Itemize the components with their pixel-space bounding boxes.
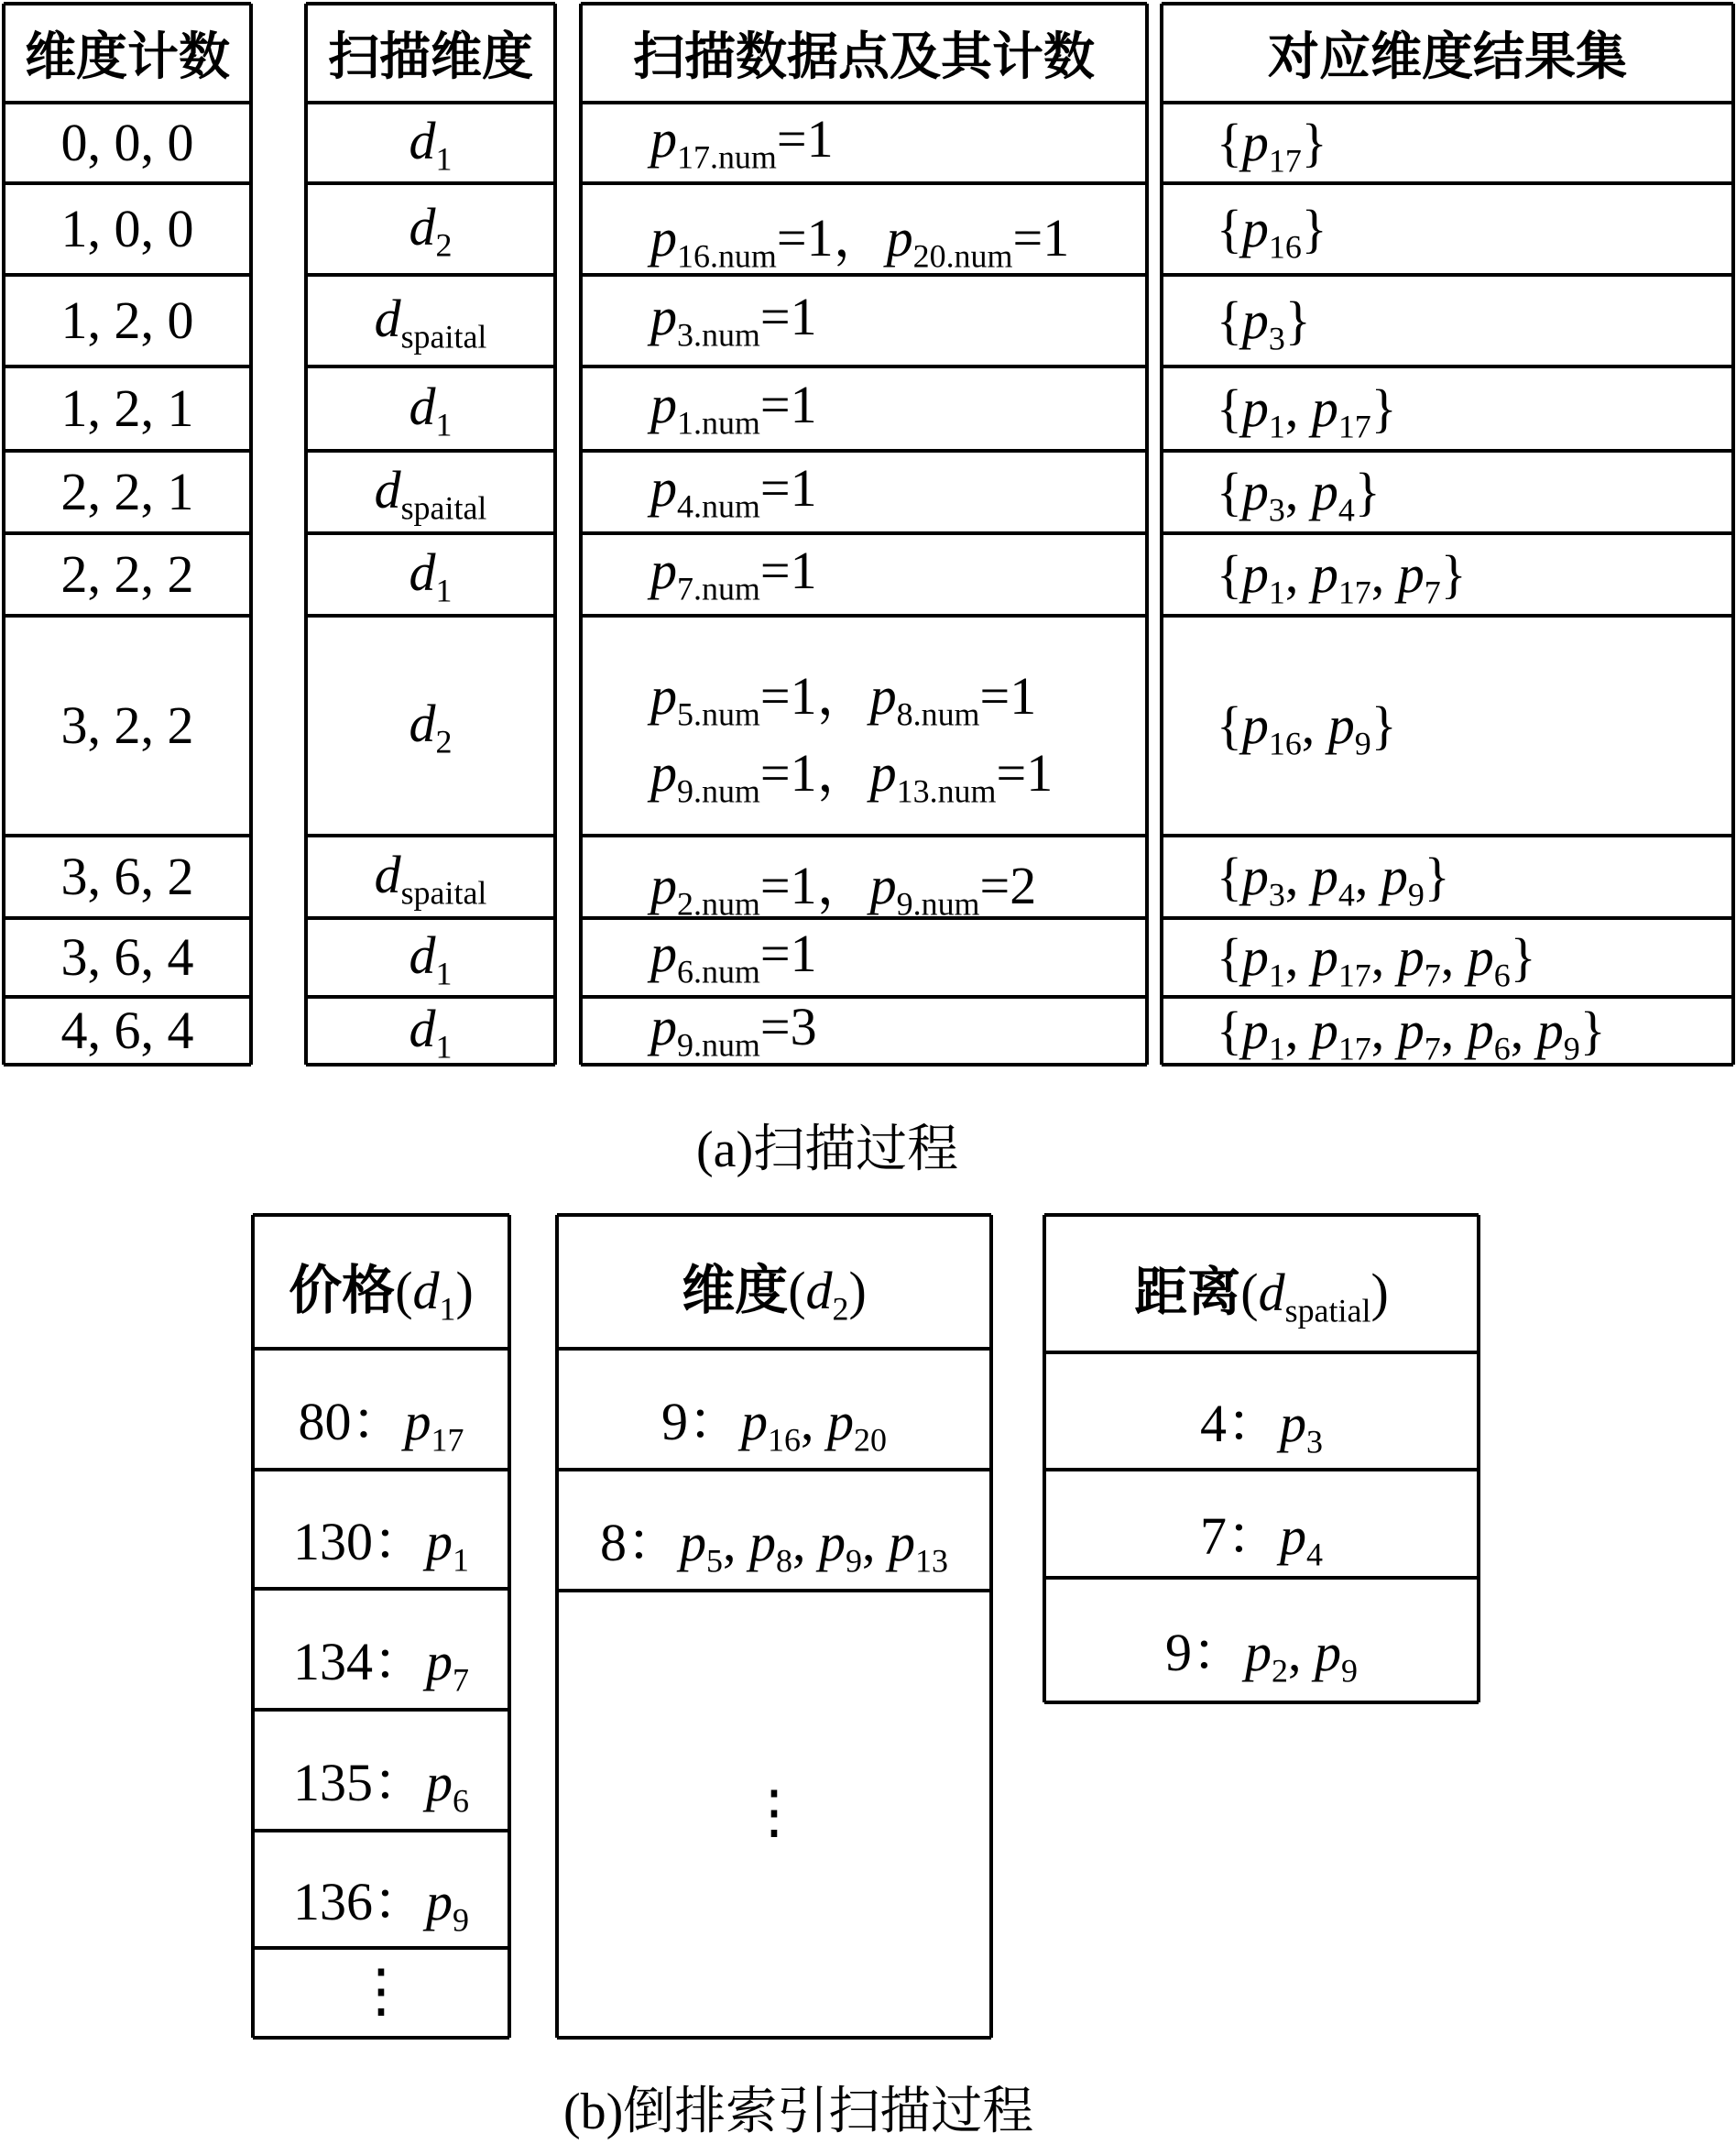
result-set <box>1217 1000 1606 1067</box>
index-entry <box>1200 1380 1323 1460</box>
result-sub: 1 <box>1268 1030 1285 1067</box>
point-sub: 17.num <box>677 138 777 176</box>
result-var: p <box>1241 290 1269 350</box>
paren: ( <box>788 1261 806 1320</box>
ellipsis-vertical: ⋮ <box>352 1958 410 2023</box>
index-item-var: p <box>426 1632 453 1691</box>
dimension-var: d <box>409 542 436 602</box>
brace-close: } <box>1424 847 1450 906</box>
caption-a-text: 扫描过程 <box>753 1120 959 1179</box>
scan-dimension <box>374 288 487 356</box>
index-entry <box>293 1618 469 1699</box>
point-sub: 9.num <box>677 1026 760 1064</box>
index-item-var: p <box>426 1512 453 1571</box>
index-title-cn: 维度 <box>682 1259 789 1321</box>
point-count: =1 <box>759 541 817 600</box>
colon: ： <box>688 1390 742 1452</box>
scan-dimension <box>409 376 453 443</box>
caption-b <box>563 2071 1033 2144</box>
result-var: p <box>1241 113 1269 172</box>
paren: ) <box>1370 1263 1389 1322</box>
separator: , <box>1301 695 1328 755</box>
header-cell: 扫描维度 <box>328 27 533 87</box>
index-item-sub: 13 <box>915 1542 948 1580</box>
separator: , <box>792 1513 820 1572</box>
result-set <box>1217 112 1327 180</box>
dimension-sub: spaital <box>400 318 487 356</box>
brace-open: { <box>1217 113 1242 172</box>
index-key: 9 <box>661 1392 689 1451</box>
index-entry <box>293 1739 469 1820</box>
result-var: p <box>1397 927 1425 987</box>
scan-dimension <box>409 196 453 264</box>
brace-close: } <box>1284 290 1311 350</box>
index-item-var: p <box>1245 1623 1272 1682</box>
point-sub: 9.num <box>896 885 980 923</box>
scan-points <box>650 286 817 354</box>
colon: ： <box>373 1870 427 1932</box>
result-sub: 3 <box>1268 320 1285 357</box>
index-entry <box>298 1378 464 1459</box>
result-var: p <box>1311 927 1338 987</box>
point-count: =1 <box>759 666 817 726</box>
result-set <box>1217 926 1536 994</box>
result-sub: 1 <box>1268 957 1285 994</box>
point-count: =1 <box>759 924 817 983</box>
index-item-var: p <box>741 1392 769 1451</box>
dimension-sub: spaital <box>400 874 487 912</box>
separator: , <box>1370 1001 1398 1060</box>
point-sub: 20.num <box>912 237 1013 275</box>
paren: ) <box>848 1261 867 1320</box>
point-sub: 13.num <box>896 772 997 810</box>
index-entry <box>293 1498 469 1579</box>
separator: ， <box>833 206 887 268</box>
index-title-cn: 价格 <box>289 1259 396 1321</box>
dimension-count: 3, 2, 2 <box>60 695 194 755</box>
caption-a-prefix: (a) <box>696 1121 754 1178</box>
colon: ： <box>1227 1392 1281 1454</box>
result-sub: 1 <box>1268 574 1285 611</box>
paren: ( <box>1240 1263 1259 1322</box>
result-var: p <box>1241 695 1269 755</box>
colon: ： <box>373 1751 427 1813</box>
separator: , <box>1284 462 1312 521</box>
dimension-sub: 1 <box>435 406 453 443</box>
result-sub: 16 <box>1268 725 1302 762</box>
result-var: p <box>1241 847 1269 906</box>
index-item-var: p <box>827 1392 855 1451</box>
separator: ， <box>816 664 870 727</box>
separator: , <box>1288 1623 1316 1682</box>
point-var: p <box>650 856 677 915</box>
index-entry <box>661 1378 887 1459</box>
colon: ： <box>351 1390 405 1452</box>
scan-points <box>650 996 817 1064</box>
result-sub: 7 <box>1424 957 1441 994</box>
dimension-var: d <box>374 845 401 904</box>
scan-points <box>650 374 817 442</box>
result-sub: 3 <box>1268 491 1285 529</box>
point-var: p <box>650 997 677 1056</box>
result-set <box>1217 198 1327 266</box>
index-item-var: p <box>889 1513 916 1572</box>
point-count: =3 <box>759 997 817 1056</box>
index-item-var: p <box>426 1872 453 1931</box>
result-var: p <box>1467 927 1494 987</box>
result-sub: 9 <box>1407 876 1425 913</box>
scan-dimension <box>409 110 453 178</box>
point-count: =1 <box>759 458 817 518</box>
result-sub: 9 <box>1354 725 1371 762</box>
index-title-sub: 2 <box>832 1290 849 1328</box>
index-item-sub: 17 <box>431 1421 464 1459</box>
separator: , <box>1284 847 1312 906</box>
brace-close: } <box>1354 462 1381 521</box>
result-sub: 6 <box>1493 957 1511 994</box>
brace-open: { <box>1217 1001 1242 1060</box>
index-title-var: d <box>412 1261 440 1320</box>
dimension-var: d <box>374 460 401 520</box>
result-sub: 6 <box>1493 1030 1511 1067</box>
scan-points <box>650 652 1037 733</box>
result-var: p <box>1241 462 1269 521</box>
separator: , <box>1354 847 1381 906</box>
caption-b-text: 倒排索引扫描过程 <box>623 2082 1034 2141</box>
point-sub: 9.num <box>677 772 760 810</box>
dimension-count: 3, 6, 4 <box>60 927 194 987</box>
ellipsis-vertical: ⋮ <box>745 1779 803 1844</box>
brace-open: { <box>1217 199 1242 258</box>
result-var: p <box>1311 544 1338 604</box>
point-var: p <box>650 109 677 169</box>
point-var: p <box>650 458 677 518</box>
result-sub: 17 <box>1337 574 1371 611</box>
scan-dimension <box>374 844 487 912</box>
dimension-count: 3, 6, 2 <box>60 847 194 906</box>
dimension-sub: spaital <box>400 489 487 527</box>
result-var: p <box>1397 544 1425 604</box>
result-var: p <box>1241 1001 1269 1060</box>
point-sub: 16.num <box>677 237 777 275</box>
point-var: p <box>650 375 677 434</box>
result-var: p <box>1311 378 1338 438</box>
index-key: 135 <box>293 1753 373 1812</box>
index-title-sub: 1 <box>439 1290 456 1328</box>
point-count: =1 <box>759 743 817 803</box>
point-count: =1 <box>776 109 834 169</box>
scan-points <box>650 540 817 607</box>
index-title-cn: 距离 <box>1134 1261 1241 1323</box>
scan-dimension <box>374 459 487 527</box>
separator: , <box>1510 1001 1537 1060</box>
index-item-var: p <box>1315 1623 1342 1682</box>
separator: ， <box>816 741 870 804</box>
colon: ： <box>1227 1504 1281 1567</box>
separator: , <box>1370 544 1398 604</box>
scan-points <box>650 194 1070 275</box>
brace-close: } <box>1301 199 1327 258</box>
index-entry <box>1200 1493 1323 1573</box>
separator: , <box>1440 1001 1468 1060</box>
index-item-sub: 7 <box>453 1661 469 1699</box>
index-entry <box>600 1499 948 1580</box>
result-sub: 17 <box>1337 957 1371 994</box>
index-item-var: p <box>404 1392 431 1451</box>
point-sub: 1.num <box>677 404 760 442</box>
index-item-sub: 20 <box>854 1421 887 1459</box>
index-key: 130 <box>293 1512 373 1571</box>
result-sub: 17 <box>1268 142 1302 180</box>
point-sub: 7.num <box>677 570 760 607</box>
index-item-sub: 9 <box>453 1901 469 1939</box>
point-sub: 5.num <box>677 695 760 733</box>
dimension-sub: 1 <box>435 1028 453 1066</box>
separator: , <box>1284 378 1312 438</box>
dimension-var: d <box>409 111 436 170</box>
result-sub: 9 <box>1563 1030 1580 1067</box>
index-item-var: p <box>680 1513 707 1572</box>
point-count: =1 <box>996 743 1054 803</box>
point-sub: 2.num <box>677 885 760 923</box>
index-title-sub: spatial <box>1284 1292 1371 1329</box>
brace-open: { <box>1217 544 1242 604</box>
point-var: p <box>869 743 897 803</box>
index-item-var: p <box>1280 1394 1307 1453</box>
separator: ， <box>816 854 870 916</box>
result-var: p <box>1311 462 1338 521</box>
index-entry <box>1165 1609 1358 1690</box>
point-var: p <box>650 924 677 983</box>
point-var: p <box>886 208 913 268</box>
header-cell: 对应维度结果集 <box>1268 27 1627 87</box>
dimension-count: 2, 2, 1 <box>60 462 194 521</box>
index-item-sub: 1 <box>453 1541 469 1579</box>
separator: , <box>862 1513 890 1572</box>
index-item-sub: 9 <box>1341 1652 1358 1690</box>
index-table-title <box>1134 1249 1389 1329</box>
result-var: p <box>1467 1001 1494 1060</box>
dimension-var: d <box>409 377 436 436</box>
index-key: 134 <box>293 1632 373 1691</box>
caption-a <box>696 1109 958 1182</box>
point-count: =1 <box>776 208 834 268</box>
index-item-sub: 4 <box>1306 1536 1323 1573</box>
point-count: =1 <box>979 666 1037 726</box>
point-count: =1 <box>759 856 817 915</box>
result-var: p <box>1327 695 1355 755</box>
result-set <box>1217 695 1397 762</box>
brace-close: } <box>1579 1001 1606 1060</box>
index-key: 136 <box>293 1872 373 1931</box>
brace-open: { <box>1217 290 1242 350</box>
index-item-sub: 6 <box>453 1782 469 1820</box>
scan-points <box>650 108 834 176</box>
result-var: p <box>1311 847 1338 906</box>
dimension-count: 1, 2, 0 <box>60 290 194 350</box>
brace-open: { <box>1217 462 1242 521</box>
result-var: p <box>1536 1001 1564 1060</box>
index-table-title <box>682 1247 867 1328</box>
scan-points <box>650 729 1054 810</box>
index-item-var: p <box>749 1513 777 1572</box>
brace-close: } <box>1510 927 1536 987</box>
index-item-var: p <box>819 1513 846 1572</box>
colon: ： <box>373 1510 427 1572</box>
brace-close: } <box>1440 544 1467 604</box>
point-var: p <box>650 743 677 803</box>
separator: , <box>801 1392 828 1451</box>
colon: ： <box>1192 1621 1246 1683</box>
scan-points <box>650 923 817 990</box>
scan-dimension <box>409 693 453 760</box>
point-count: =1 <box>759 287 817 346</box>
brace-open: { <box>1217 695 1242 755</box>
index-key: 4 <box>1200 1394 1227 1453</box>
dimension-sub: 1 <box>435 955 453 992</box>
dimension-var: d <box>374 289 401 348</box>
scan-points <box>650 457 817 525</box>
dimension-var: d <box>409 925 436 985</box>
index-item-sub: 9 <box>846 1542 863 1580</box>
point-sub: 6.num <box>677 953 760 990</box>
separator: , <box>1284 544 1312 604</box>
brace-close: } <box>1370 378 1397 438</box>
separator: , <box>1284 1001 1312 1060</box>
result-set <box>1217 461 1381 529</box>
index-title-var: d <box>805 1261 833 1320</box>
result-set <box>1217 846 1450 913</box>
result-sub: 7 <box>1424 1030 1441 1067</box>
dimension-sub: 2 <box>435 723 453 760</box>
result-sub: 17 <box>1337 408 1371 445</box>
index-item-sub: 2 <box>1272 1652 1289 1690</box>
result-var: p <box>1241 544 1269 604</box>
point-sub: 4.num <box>677 487 760 525</box>
dimension-count: 1, 0, 0 <box>60 199 194 258</box>
result-sub: 16 <box>1268 228 1302 266</box>
result-set <box>1217 290 1311 357</box>
scan-points <box>650 842 1037 923</box>
point-count: =1 <box>1012 208 1070 268</box>
dimension-count: 2, 2, 2 <box>60 544 194 604</box>
separator: , <box>1284 927 1312 987</box>
caption-b-prefix: (b) <box>563 2084 624 2140</box>
result-sub: 7 <box>1424 574 1441 611</box>
point-var: p <box>869 666 897 726</box>
result-var: p <box>1241 378 1269 438</box>
dimension-count: 0, 0, 0 <box>60 113 194 172</box>
result-sub: 17 <box>1337 1030 1371 1067</box>
index-key: 7 <box>1200 1506 1227 1566</box>
point-var: p <box>869 856 897 915</box>
index-item-sub: 3 <box>1306 1423 1323 1460</box>
point-sub: 3.num <box>677 316 760 354</box>
separator: , <box>1370 927 1398 987</box>
brace-close: } <box>1301 113 1327 172</box>
point-count: =1 <box>759 375 817 434</box>
brace-close: } <box>1370 695 1397 755</box>
dimension-sub: 2 <box>435 226 453 264</box>
point-var: p <box>650 287 677 346</box>
dimension-var: d <box>409 694 436 753</box>
brace-open: { <box>1217 847 1242 906</box>
header-cell: 维度计数 <box>25 27 230 87</box>
scan-dimension <box>409 924 453 992</box>
point-count: =2 <box>979 856 1037 915</box>
scan-dimension <box>409 998 453 1066</box>
result-var: p <box>1241 927 1269 987</box>
paren: ) <box>455 1261 474 1320</box>
index-item-sub: 5 <box>706 1542 724 1580</box>
colon: ： <box>627 1511 681 1573</box>
dimension-var: d <box>409 197 436 257</box>
result-sub: 1 <box>1268 408 1285 445</box>
brace-open: { <box>1217 927 1242 987</box>
separator: , <box>1440 927 1468 987</box>
result-var: p <box>1241 199 1269 258</box>
point-var: p <box>650 541 677 600</box>
result-sub: 4 <box>1337 491 1355 529</box>
dimension-count: 4, 6, 4 <box>60 1001 194 1060</box>
result-set <box>1217 377 1397 445</box>
index-key: 9 <box>1165 1623 1193 1682</box>
index-table-title <box>289 1247 474 1328</box>
result-var: p <box>1381 847 1408 906</box>
colon: ： <box>373 1630 427 1692</box>
index-item-sub: 8 <box>776 1542 793 1580</box>
index-title-var: d <box>1258 1263 1285 1322</box>
brace-open: { <box>1217 378 1242 438</box>
dimension-var: d <box>409 999 436 1058</box>
index-item-var: p <box>426 1753 453 1812</box>
point-var: p <box>650 666 677 726</box>
point-sub: 8.num <box>896 695 980 733</box>
scan-dimension <box>409 541 453 609</box>
dimension-count: 1, 2, 1 <box>60 378 194 438</box>
index-item-sub: 16 <box>768 1421 802 1459</box>
index-entry <box>293 1858 469 1939</box>
index-key: 8 <box>600 1513 628 1572</box>
dimension-sub: 1 <box>435 572 453 609</box>
index-item-var: p <box>1280 1506 1307 1566</box>
paren: ( <box>395 1261 413 1320</box>
result-var: p <box>1311 1001 1338 1060</box>
point-var: p <box>650 208 677 268</box>
result-sub: 3 <box>1268 876 1285 913</box>
result-sub: 4 <box>1337 876 1355 913</box>
result-var: p <box>1397 1001 1425 1060</box>
dimension-sub: 1 <box>435 140 453 178</box>
header-cell: 扫描数据点及其计数 <box>633 27 1095 87</box>
result-set <box>1217 543 1467 611</box>
separator: , <box>723 1513 750 1572</box>
index-key: 80 <box>298 1392 352 1451</box>
